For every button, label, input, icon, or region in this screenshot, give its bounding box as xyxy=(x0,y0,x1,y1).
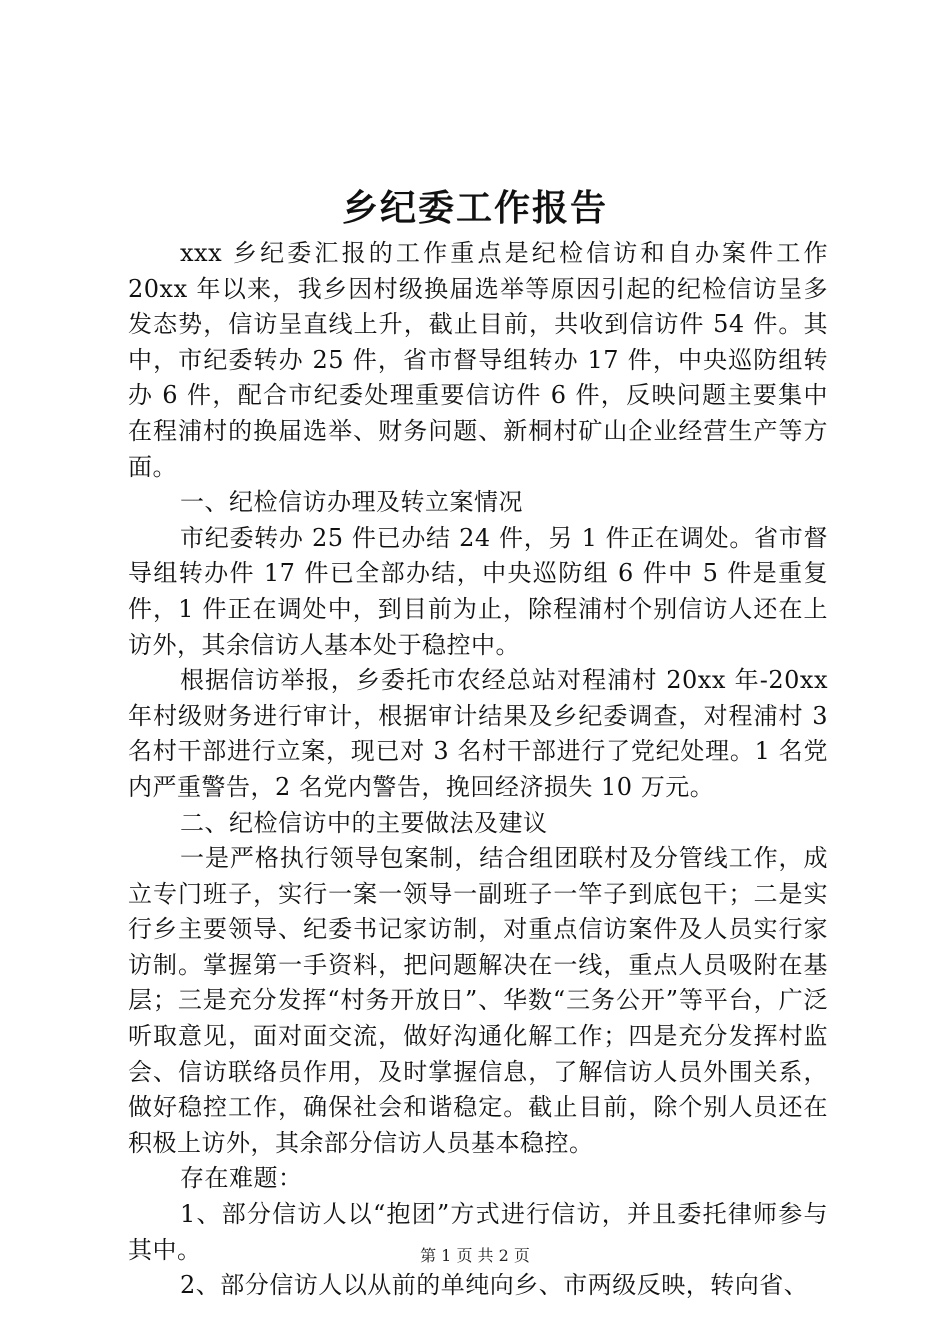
paragraph-intro: xxx 乡纪委汇报的工作重点是纪检信访和自办案件工作 20xx 年以来，我乡因村级换届选举等原因引起的纪检信访呈多发态势，信访呈直线上升，截止目前，共收到信访件 54 件。其中，市纪委转办 25 件，省市督导组转办 17 件，中央巡防组转办 6 件，配合市纪委处理重要信访件 6 件，反映问题主要集中在程浦村的换届选举、财务问题、新桐村矿山企业经营生产等方面。 xyxy=(128,239,837,481)
paragraph-handling: 市纪委转办 25 件已办结 24 件，另 1 件正在调处。省市督导组转办件 17 件已全部办结，中央巡防组 6 件中 5 件是重复件，1 件正在调处中，到目前为止，除程浦村个别信访人还在上访外，其余信访人基本处于稳控中。 xyxy=(128,523,828,659)
difficulty-item-1: 1、部分信访人以“抱团”方式进行信访，并且委托律师参与其中。 xyxy=(128,1200,828,1264)
section-heading-2: 二、纪检信访中的主要做法及建议 xyxy=(180,808,548,837)
section-heading-1: 一、纪检信访办理及转立案情况 xyxy=(180,488,523,517)
difficulty-item-2: 2、部分信访人以从前的单纯向乡、市两级反映，转向省、 xyxy=(180,1271,809,1300)
difficulties-heading: 存在难题： xyxy=(180,1164,303,1193)
paragraph-practices: 一是严格执行领导包案制，结合组团联村及分管线工作，成立专门班子，实行一案一领导一副班子一竿子到底包干；二是实行乡主要领导、纪委书记家访制，对重点信访案件及人员实行家访制。掌握第一手资料，把问题解决在一线，重点人员吸附在基层；三是充分发挥“村务开放日”、华数“三务公开”等平台，广泛听取意见，面对面交流，做好沟通化解工作；四是充分发挥村监会、信访联络员作用，及时掌握信息，了解信访人员外围关系，做好稳控工作，确保社会和谐稳定。截止目前，除个别人员还在积极上访外，其余部分信访人员基本稳控。 xyxy=(128,844,828,1157)
document-body xyxy=(128,236,837,1304)
page-footer: 第 1 页 共 2 页 xyxy=(420,1246,530,1265)
document-title: 乡纪委工作报告 xyxy=(341,187,608,229)
paragraph-audit: 根据信访举报，乡委托市农经总站对程浦村 20xx 年-20xx 年村级财务进行审计，根据审计结果及乡纪委调查，对程浦村 3 名村干部进行立案，现已对 3 名村干部进行了党纪处理。1 名党内严重警告，2 名党内警告，挽回经济损失 10 万元。 xyxy=(128,666,837,801)
